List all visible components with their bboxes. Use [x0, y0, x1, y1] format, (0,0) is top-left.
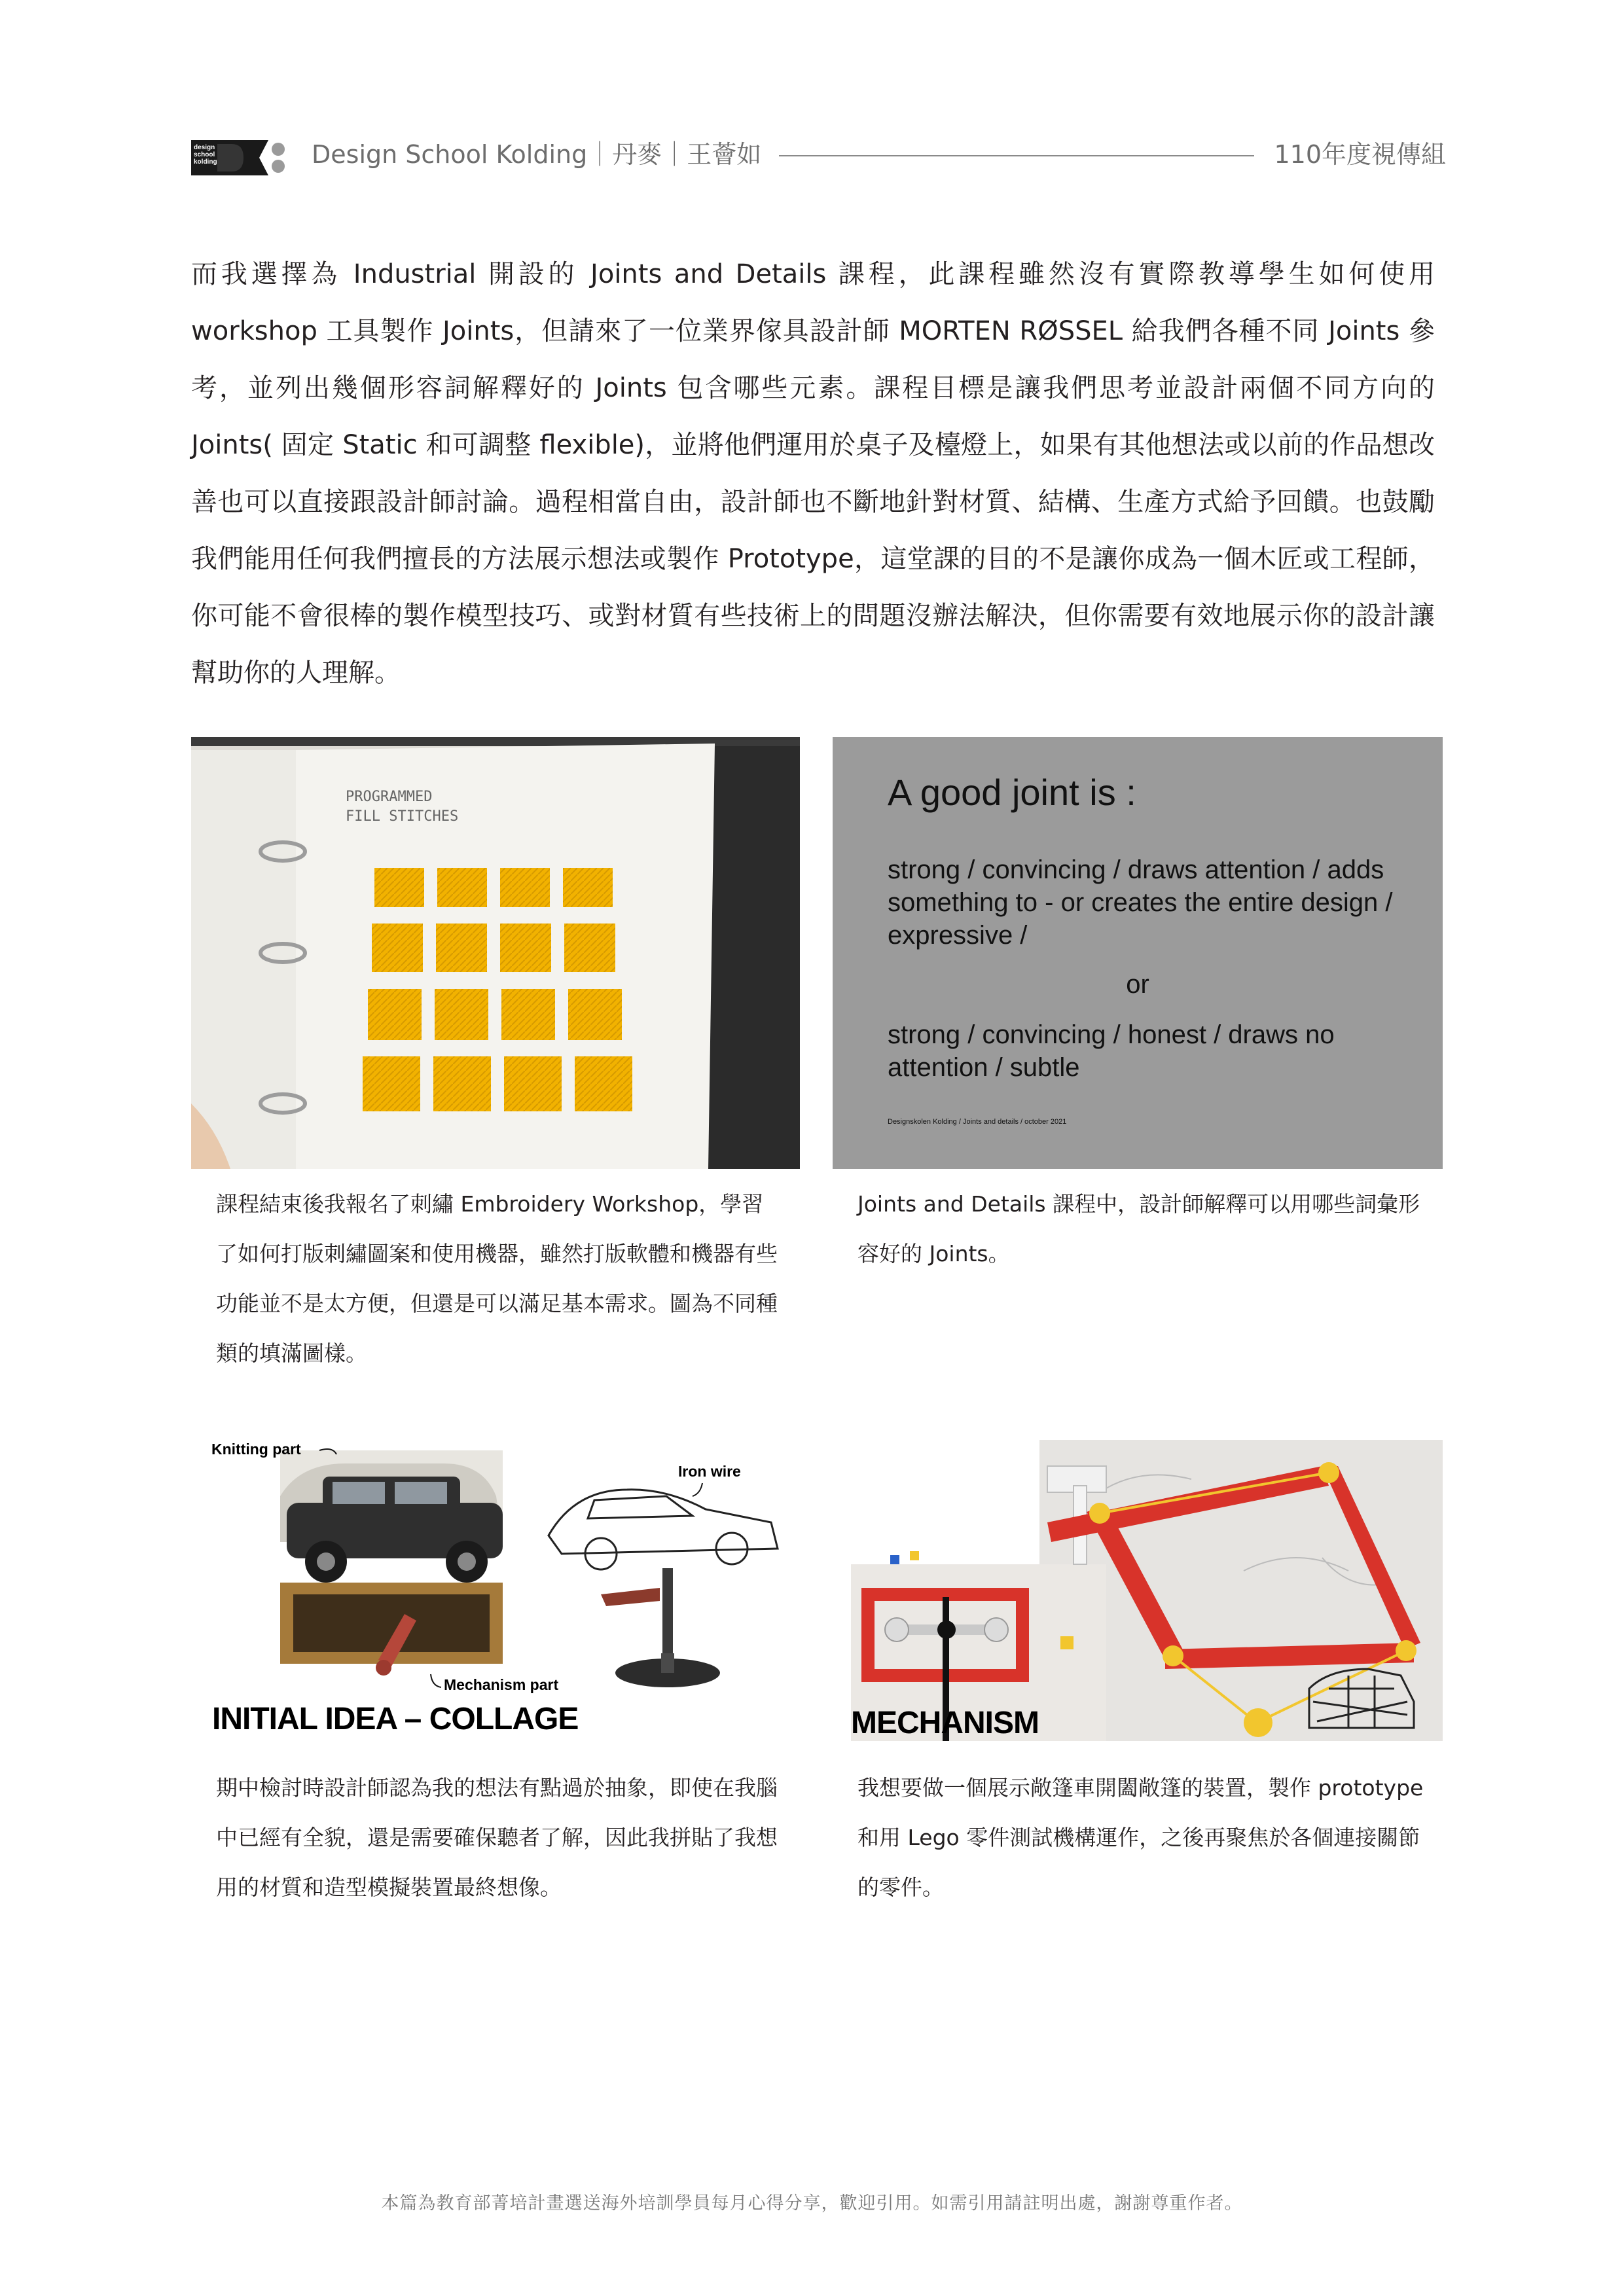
slide-criteria-1: strong / convincing / draws attention / adds something to - or creates the entire design / expressive / — [888, 855, 1393, 950]
header-group-label: 110年度視傳組 — [1274, 140, 1446, 169]
embroidery-caption: 課程結束後我報名了刺繡 Embroidery Workshop，學習了如何打版刺繡圖案和使用機器，雖然打版軟體和機器有些功能並不是太方便，但還是可以滿足基本需求。圖為不同種類的填滿圖樣。 — [216, 1191, 778, 1366]
mechanism-part-label: Mechanism part — [444, 1676, 559, 1693]
good-joint-slide — [833, 737, 1443, 1169]
page-footer-note: 本篇為教育部菁培計畫選送海外培訓學員每月心得分享，歡迎引用。如需引用請註明出處，謝謝尊重作者。 — [381, 2193, 1243, 2214]
collage-caption: 期中檢討時設計師認為我的想法有點過於抽象，即使在我腦中已經有全貌，還是需要確保聽者了解，因此我拼貼了我想用的材質和造型模擬裝置最終想像。 — [216, 1775, 778, 1900]
school-logo — [191, 140, 287, 175]
initial-idea-collage — [208, 1437, 797, 1738]
svg-text:kolding: kolding — [194, 158, 217, 166]
header-divider — [779, 155, 1254, 156]
slide-title: A good joint is : — [888, 772, 1136, 813]
image-label-fill-stitches: FILL STITCHES — [346, 808, 459, 825]
iron-wire-label: Iron wire — [678, 1463, 741, 1480]
slide-footer: Designskolen Kolding / Joints and details / october 2021 — [888, 1118, 1067, 1126]
svg-text:school: school — [194, 151, 215, 158]
header-title: Design School Kolding｜丹麥｜王薈如 — [312, 140, 762, 169]
image-label-programmed: PROGRAMMED — [346, 789, 433, 805]
mechanism-photo — [851, 1440, 1443, 1741]
mechanism-title: MECHANISM — [851, 1706, 1039, 1740]
svg-text:design: design — [194, 144, 215, 151]
embroidery-photo — [191, 737, 800, 1169]
good-joint-caption: Joints and Details 課程中，設計師解釋可以用哪些詞彙形容好的 Joints。 — [857, 1191, 1420, 1266]
knitting-part-label: Knitting part — [211, 1441, 301, 1458]
slide-or: or — [1126, 970, 1149, 999]
slide-criteria-2: strong / convincing / honest / draws no attention / subtle — [888, 1020, 1335, 1082]
intro-paragraph: 而我選擇為 Industrial 開設的 Joints and Details 課程，此課程雖然沒有實際教導學生如何使用 workshop 工具製作 Joints，但請來了一位業界傢具設計師 MORTEN RØSSEL 給我們各種不同 Joints 參考，並列出幾個形容詞解釋好的 Joints 包含哪些元素。課程目標是讓我們思考並設計兩個不同方向的 Joints( 固定 Static 和可調整 flexible)，並將他們運用於桌子及檯燈上，如果有其他想法或以前的作品想改善也可以直接跟設計師討論。過程相當自由，設計師也不斷地針對材質、結構、生產方式給予回饋。也鼓勵我們能用任何我們擅長的方法展示想法或製作 Prototype，這堂課的目的不是讓你成為一個木匠或工程師，你可能不會很棒的製作模型技巧、或對材質有些技術上的問題沒辦法解決，但你需要有效地展示你的設計讓幫助你的人理解。 — [191, 259, 1435, 688]
initial-idea-title: INITIAL IDEA – COLLAGE — [212, 1702, 579, 1736]
mechanism-caption: 我想要做一個展示敞篷車開闔敞篷的裝置，製作 prototype 和用 Lego 零件測試機構運作，之後再聚焦於各個連接關節的零件。 — [857, 1775, 1424, 1900]
